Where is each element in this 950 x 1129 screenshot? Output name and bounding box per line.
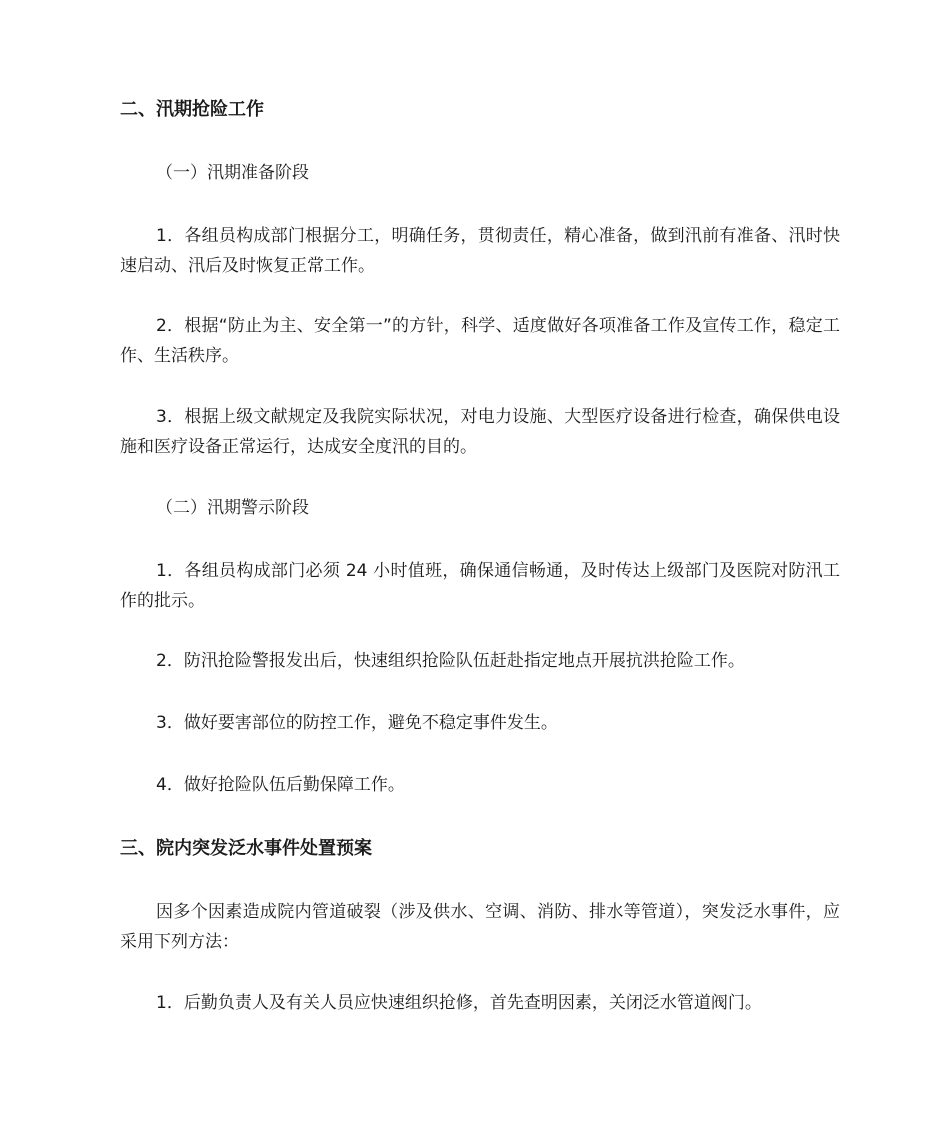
paragraph: 4．做好抢险队伍后勤保障工作。 bbox=[156, 775, 405, 795]
section-heading: 三、院内突发泛水事件处置预案 bbox=[120, 838, 372, 859]
section-heading: 二、汛期抢险工作 bbox=[120, 99, 264, 120]
subsection-title: （一）汛期准备阶段 bbox=[156, 163, 309, 183]
paragraph: 1．后勤负责人及有关人员应快速组织抢修，首先查明因素，关闭泛水管道阀门。 bbox=[156, 993, 762, 1013]
subsection-title: （二）汛期警示阶段 bbox=[156, 498, 309, 518]
paragraph: 2．防汛抢险警报发出后，快速组织抢险队伍赶赴指定地点开展抗洪抢险工作。 bbox=[156, 651, 745, 671]
paragraph: 3．做好要害部位的防控工作，避免不稳定事件发生。 bbox=[156, 713, 558, 733]
paragraph: 3．根据上级文献规定及我院实际状况，对电力设施、大型医疗设备进行检查，确保供电设施和医疗设备正常运行，达成安全度汛的目的。 bbox=[120, 407, 840, 457]
paragraph: 1．各组员构成部门根据分工，明确任务，贯彻责任，精心准备，做到汛前有准备、汛时快速启动、汛后及时恢复正常工作。 bbox=[120, 226, 840, 276]
paragraph: 1．各组员构成部门必须 24 小时值班，确保通信畅通，及时传达上级部门及医院对防汛工作的批示。 bbox=[120, 561, 840, 611]
paragraph: 2．根据“防止为主、安全第一”的方针，科学、适度做好各项准备工作及宣传工作，稳定工作、生活秩序。 bbox=[120, 316, 840, 366]
paragraph: 因多个因素造成院内管道破裂（涉及供水、空调、消防、排水等管道），突发泛水事件，应采用下列方法： bbox=[120, 902, 840, 952]
